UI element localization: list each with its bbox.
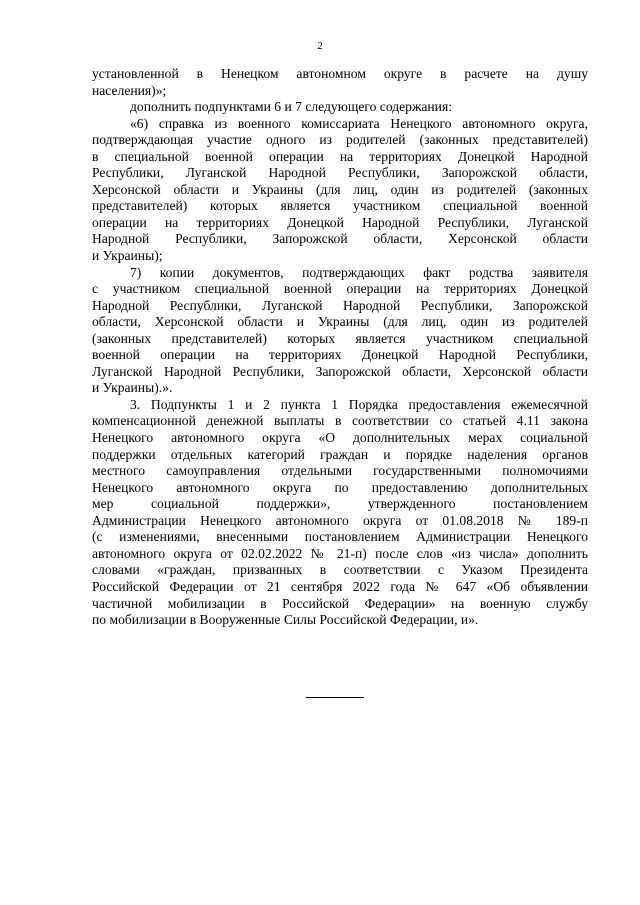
text-line: Российской Федерации от 21 сентября 2022 года № 647 «Об объявлении — [92, 578, 588, 594]
text-line: и Украины); — [92, 248, 163, 264]
text-line: Народной Республики, Запорожской области, Херсонской области — [92, 231, 588, 247]
end-of-text-rule — [306, 697, 364, 698]
text-line: дополнить подпунктами 6 и 7 следующего содержания: — [130, 99, 452, 115]
paragraph — [92, 99, 588, 116]
text-line: военной операции на территориях Донецкой Народной Республики, — [92, 347, 588, 363]
text-line: «6) справка из военного комиссариата Ненецкого автономного округа, — [130, 115, 588, 131]
text-line: Ненецкого автономного округа по предоставлению дополнительных — [92, 479, 588, 495]
text-line: и Украины).». — [92, 380, 173, 396]
text-line: Республики, Луганской Народной Республики, Запорожской области, — [92, 165, 588, 181]
text-line: частичной мобилизации в Российской Федерации» на военную службу — [92, 595, 588, 611]
text-line: Администрации Ненецкого автономного округа от 01.08.2018 № 189-п — [92, 512, 588, 528]
document-body — [92, 66, 588, 629]
text-line: представителей) которых является участником специальной военной — [92, 198, 588, 214]
text-line: компенсационной денежной выплаты в соответствии со статьей 4.11 закона — [92, 413, 588, 429]
text-line: (законных представителей) которых является участником специальной — [92, 330, 588, 346]
text-line: словами «граждан, призванных в соответствии с Указом Президента — [92, 562, 588, 578]
text-line: операции на территориях Донецкой Народной Республики, Луганской — [92, 214, 588, 230]
text-line: Херсонской области и Украины (для лиц, один из родителей (законных — [92, 181, 588, 197]
paragraph — [92, 265, 588, 397]
text-line: Луганской Народной Республики, Запорожской области, Херсонской области — [92, 363, 588, 379]
text-line: 3. Подпункты 1 и 2 пункта 1 Порядка предоставления ежемесячной — [130, 396, 588, 412]
text-line: автономного округа от 02.02.2022 № 21-п) после слов «из числа» дополнить — [92, 545, 588, 561]
text-line: установленной в Ненецком автономном округе в расчете на душу — [92, 66, 588, 81]
text-line: 7) копии документов, подтверждающих факт родства заявителя — [130, 264, 588, 280]
text-line: в специальной военной операции на территориях Донецкой Народной — [92, 148, 588, 164]
text-line: области, Херсонской области и Украины (для лиц, один из родителей — [92, 314, 588, 330]
text-line: (с изменениями, внесенными постановлением Администрации Ненецкого — [92, 529, 588, 545]
text-line: мер социальной поддержки», утвержденного постановлением — [92, 496, 588, 512]
text-line: Народной Республики, Луганской Народной Республики, Запорожской — [92, 297, 588, 313]
paragraph — [92, 66, 588, 99]
text-line: Ненецкого автономного округа «О дополнительных мерах социальной — [92, 430, 588, 446]
page-number: 2 — [317, 40, 323, 52]
text-line: с участником специальной военной операции на территориях Донецкой — [92, 281, 588, 297]
paragraph — [92, 397, 588, 629]
text-line: населения)»; — [92, 82, 167, 98]
text-line: по мобилизации в Вооруженные Силы Российской Федерации, и». — [92, 612, 479, 628]
text-line: поддержки отдельных категорий граждан и порядке наделения органов — [92, 446, 588, 462]
text-line: подтверждающая участие одного из родителей (законных представителей) — [92, 132, 588, 148]
paragraph — [92, 116, 588, 265]
text-line: местного самоуправления отдельными государственными полномочиями — [92, 463, 588, 479]
